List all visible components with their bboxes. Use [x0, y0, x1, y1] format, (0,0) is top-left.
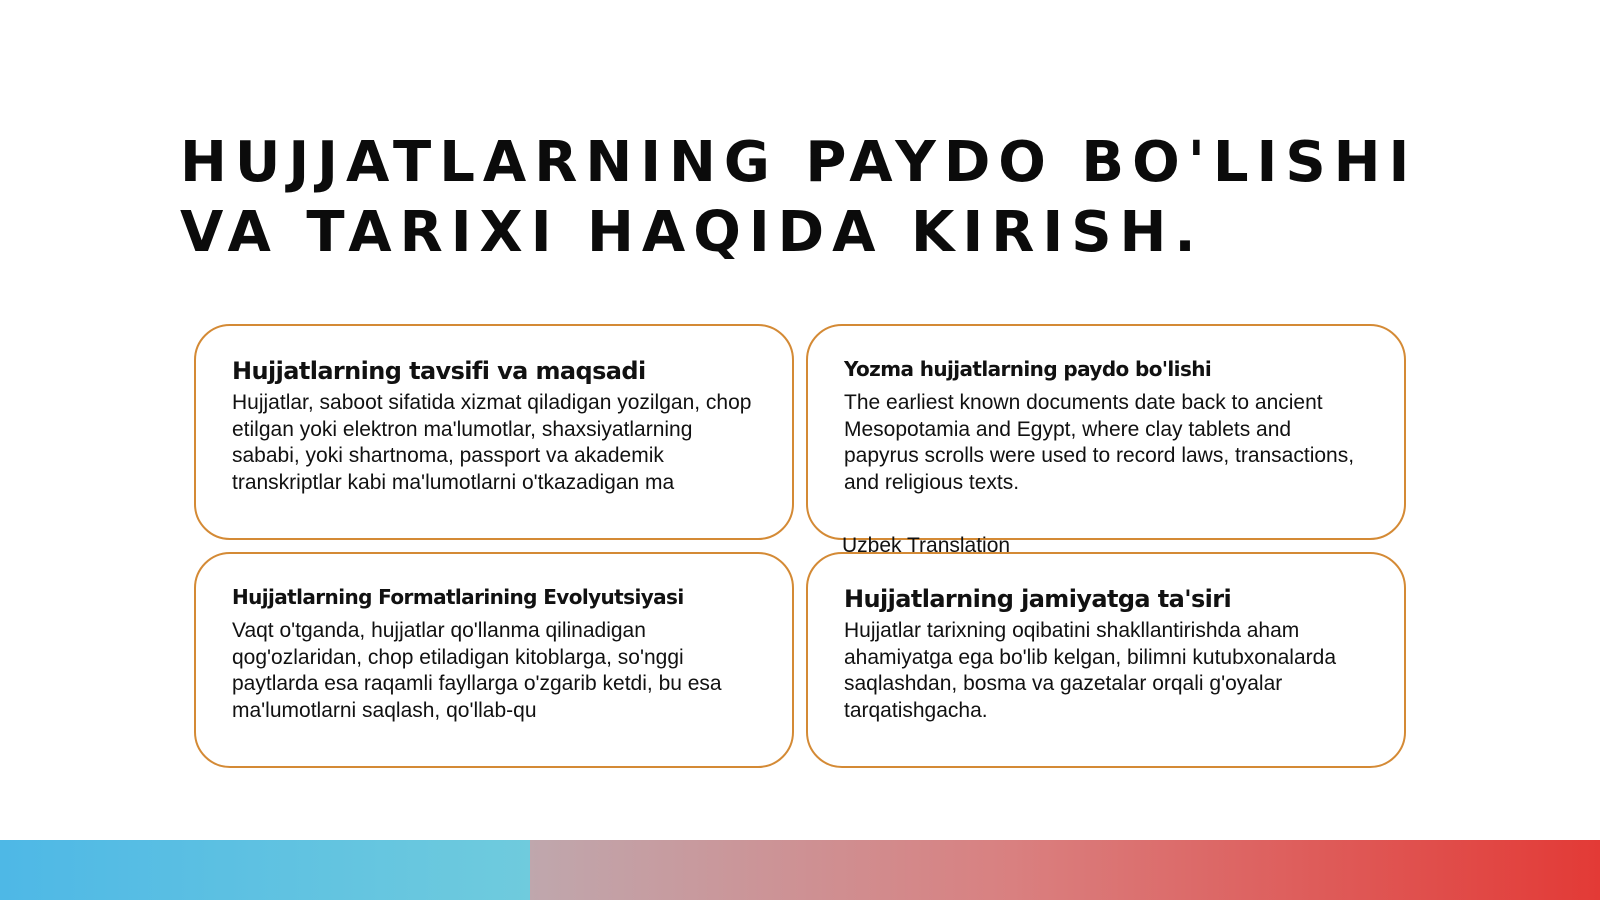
card-heading: Hujjatlarning Formatlarining Evolyutsiyasi — [232, 585, 684, 609]
card-text: The earliest known documents date back to ancient Mesopotamia and Egypt, where clay tablets and papyrus scrolls were used to record laws, transactions, and religious texts. — [844, 391, 1355, 494]
card-society-impact — [806, 552, 1406, 768]
footer-bar-red-segment — [530, 840, 1600, 900]
slide-title-line-1: HUJJATLARNING PAYDO BO'LISHI — [180, 130, 1418, 195]
footer-gradient-bar — [0, 840, 1600, 900]
card-written-documents-origin — [806, 324, 1406, 540]
card-text: Hujjatlar, saboot sifatida xizmat qiladigan yozilgan, chop etilgan yoki elektron ma'lumotlar, shaxsiyatlarning sababi, yoki shartnoma, passport va akademik transkriptlar kabi ma'lumotlarni o'tkazadigan ma — [232, 391, 752, 494]
footer-bar-blue-segment — [0, 840, 530, 900]
card-format-evolution — [194, 552, 794, 768]
card-text: Hujjatlar tarixning oqibatini shakllantirishda aham ahamiyatga ega bo'lib kelgan, bilimni kutubxonalarda saqlashdan, bosma va gazetalar orqali g'oyalar tarqatishgacha. — [844, 619, 1336, 722]
slide-title-line-2: VA TARIXI HAQIDA KIRISH. — [180, 200, 1204, 265]
card-heading: Yozma hujjatlarning paydo bo'lishi — [844, 357, 1212, 381]
card-text: Vaqt o'tganda, hujjatlar qo'llanma qilinadigan qog'ozlaridan, chop etiladigan kitoblarga, so'nggi paytlarda esa raqamli fayllarga o'zgarib ketdi, bu esa ma'lumotlarni saqlash, qo'llab-qu — [232, 619, 722, 722]
card-heading: Hujjatlarning jamiyatga ta'siri — [844, 585, 1232, 613]
card-document-description — [194, 324, 794, 540]
slide-title — [180, 128, 1480, 268]
card-heading: Hujjatlarning tavsifi va maqsadi — [232, 357, 646, 385]
uzbek-translation-label: Uzbek Translation — [842, 534, 1011, 557]
